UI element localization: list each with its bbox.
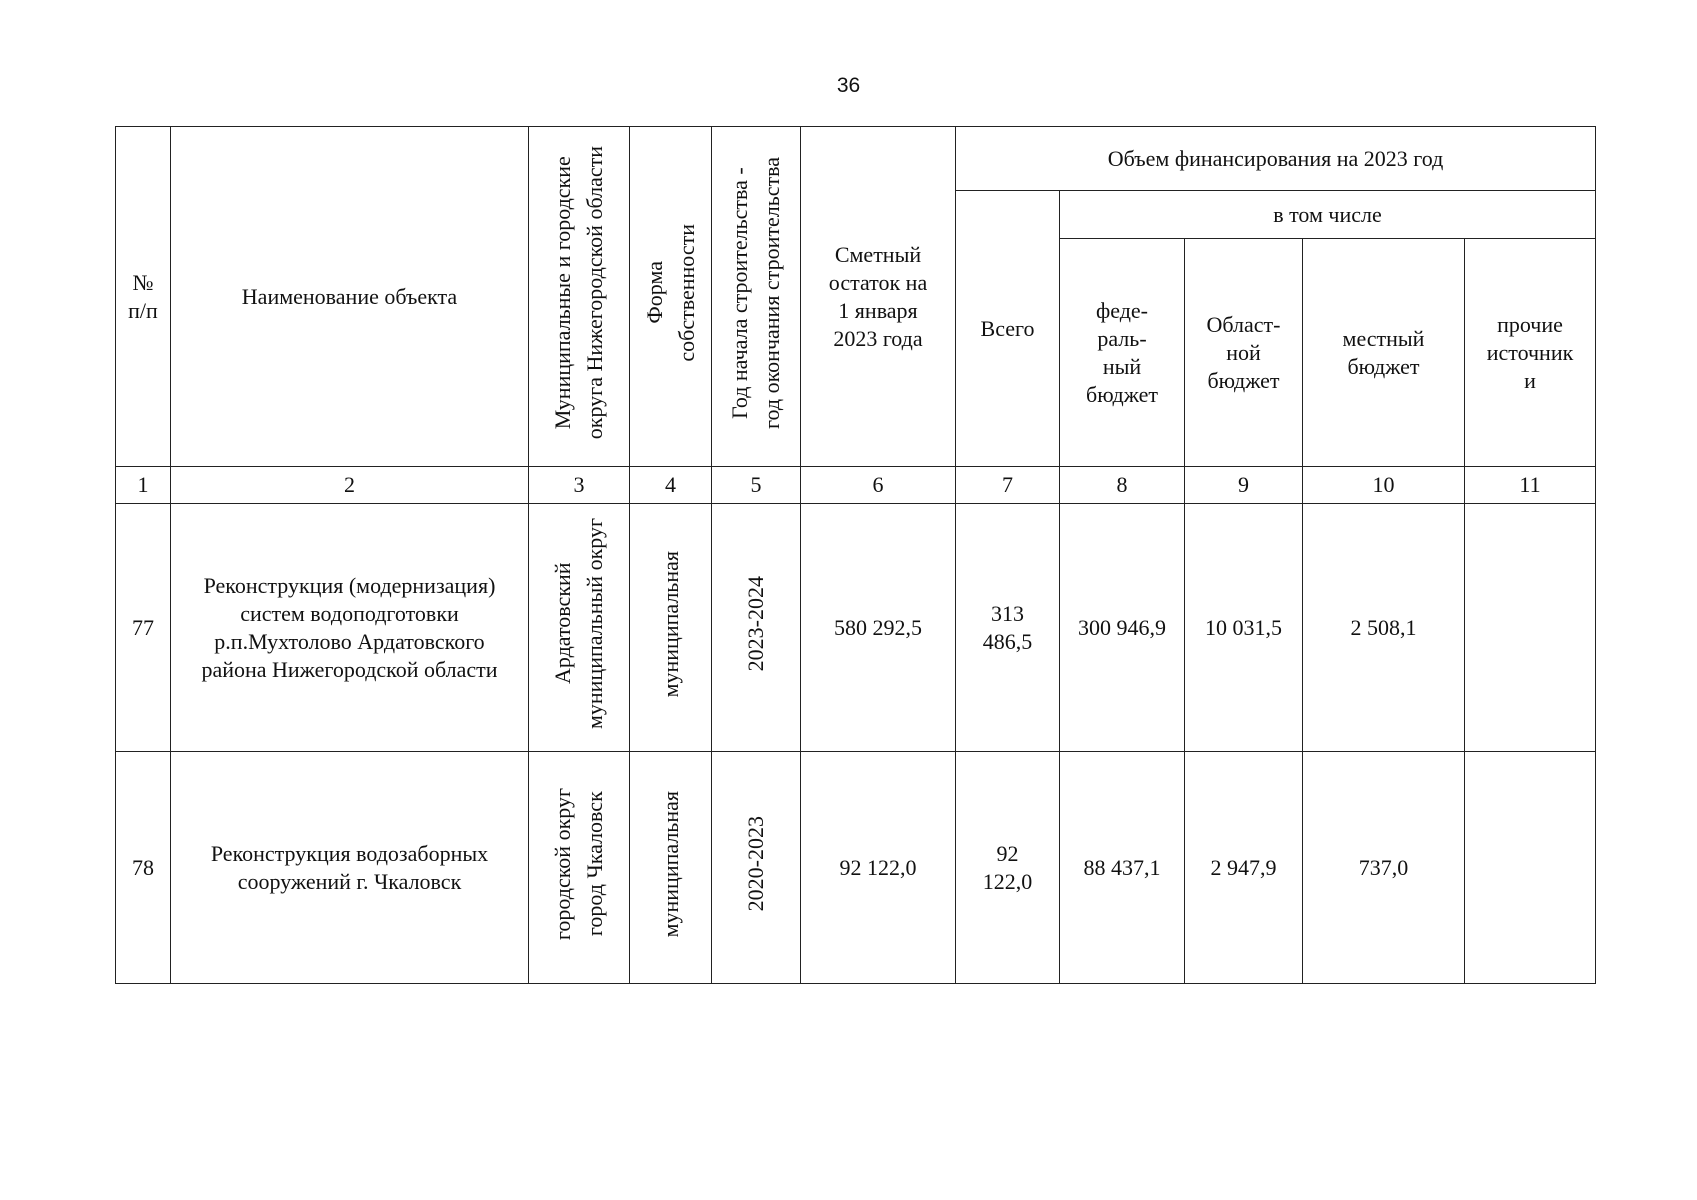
row-regional: 2 947,9 [1185,752,1303,984]
row-ownership: муниципальная [630,752,712,984]
header-num: № п/п [116,127,171,467]
row-municipality: Ардатовский муниципальный округ [529,504,630,752]
row-num: 78 [116,752,171,984]
column-number-row [116,467,1596,504]
column-number: 11 [1465,467,1596,504]
header-local: местный бюджет [1303,239,1465,467]
table-row [116,752,1596,984]
row-local: 2 508,1 [1303,504,1465,752]
header-funding-title: Объем финансирования на 2023 год [956,127,1596,191]
row-other [1465,504,1596,752]
header-ownership: Форма собственности [630,127,712,467]
header-federal: феде- раль- ный бюджет [1060,239,1185,467]
row-other [1465,752,1596,984]
row-years: 2023-2024 [712,504,801,752]
column-number: 4 [630,467,712,504]
row-name: Реконструкция водозаборных сооружений г. Чкаловск [171,752,529,984]
header-years: Год начала строительства - год окончания строительства [712,127,801,467]
column-number: 2 [171,467,529,504]
row-remainder: 92 122,0 [801,752,956,984]
row-remainder: 580 292,5 [801,504,956,752]
column-number: 10 [1303,467,1465,504]
header-including: в том числе [1060,191,1596,239]
row-total: 313 486,5 [956,504,1060,752]
row-ownership: муниципальная [630,504,712,752]
column-number: 6 [801,467,956,504]
row-years: 2020-2023 [712,752,801,984]
column-number: 8 [1060,467,1185,504]
row-federal: 88 437,1 [1060,752,1185,984]
header-total: Всего [956,191,1060,467]
column-number: 5 [712,467,801,504]
funding-table [115,126,1596,984]
column-number: 7 [956,467,1060,504]
row-regional: 10 031,5 [1185,504,1303,752]
header-name: Наименование объекта [171,127,529,467]
header-other: прочие источник и [1465,239,1596,467]
row-municipality: городской округ город Чкаловск [529,752,630,984]
row-local: 737,0 [1303,752,1465,984]
row-num: 77 [116,504,171,752]
header-regional: Област- ной бюджет [1185,239,1303,467]
row-name: Реконструкция (модернизация) систем водоподготовки р.п.Мухтолово Ардатовского района Нижегородской области [171,504,529,752]
column-number: 1 [116,467,171,504]
row-total: 92 122,0 [956,752,1060,984]
column-number: 9 [1185,467,1303,504]
page-number: 36 [836,74,861,97]
column-number: 3 [529,467,630,504]
table-row [116,504,1596,752]
header-remainder: Сметный остаток на 1 января 2023 года [801,127,956,467]
header-municipality: Муниципальные и городские округа Нижегородской области [529,127,630,467]
row-federal: 300 946,9 [1060,504,1185,752]
